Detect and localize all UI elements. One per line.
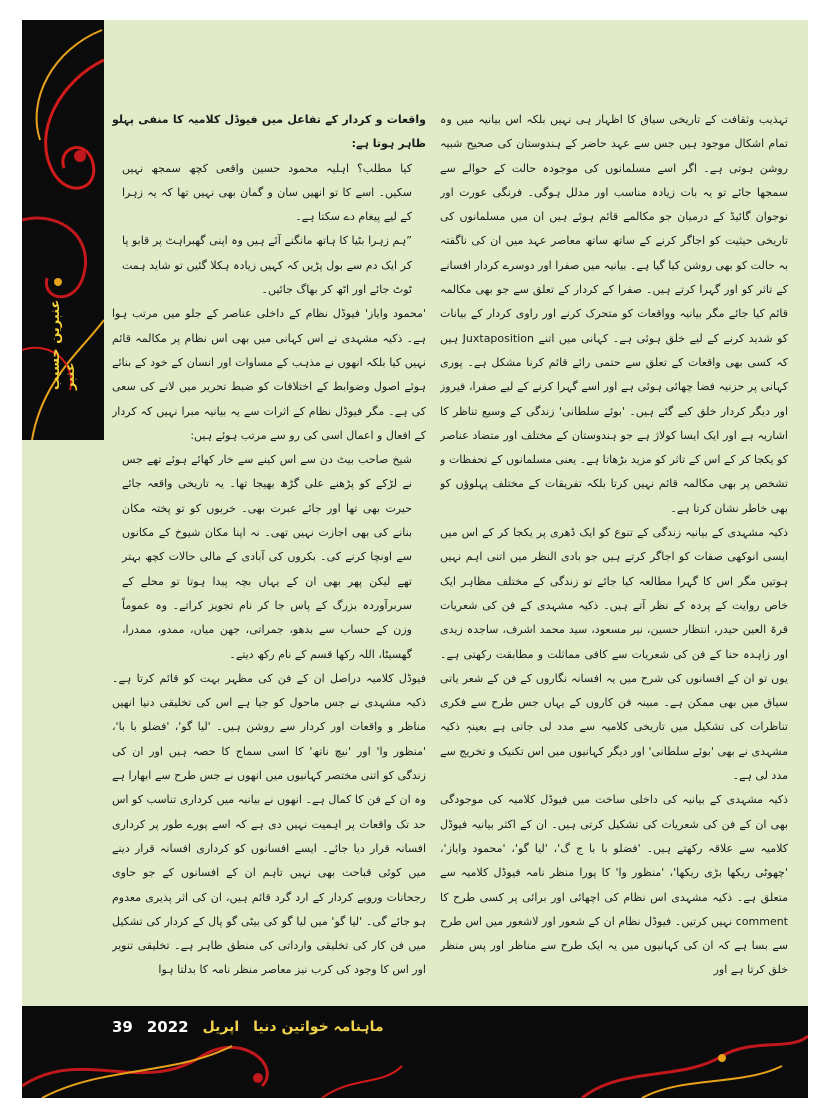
page-footer <box>112 1013 384 1041</box>
issue-month: اپریل <box>202 1019 240 1035</box>
paragraph: فیوڈل کلامیہ دراصل ان کے فن کی مظہر بہت کو قائم کرتا ہے۔ ذکیہ مشہدی نے جس ماحول کو جیا ہے اس کی تخلیقی دنیا انھیں مناظر و واقعات اور کردار سے روشن ہیں۔ 'لیا گو'، 'فضلو با با'، 'منظور وا' اور 'نیچ ناتھ' کا اسی سماج کا حصہ ہیں اور ان کی زندگی کو اتنی مختصر کہانیوں میں انھوں نے جس طرح سے ابھارا ہے وہ ان کے فن کا کمال ہے۔ انھوں نے بیانیہ میں کرداری تناسب کو اس حد تک واقعات پر اہمیت نہیں دی ہے کہ اسے پورے طور پر کرداری افسانہ قرار دیا جائے۔ ایسے افسانوں کو کرداری افسانہ قرار دینے میں کوئی قباحت بھی نہیں تاہم ان کے افسانوں کے جو حاوی رجحانات ورویے کردار کے ارد گرد قائم ہیں، ان کی اثر پذیری معدوم ہو جائے گی۔ 'لیا گو' میں لیا گو کی بیٹی گو پال کے کردار کی تشکیل میں فن کار کی تخلیقی وارداتی کی منطق ظاہر ہے۔ تخلیقی تنویر اور اس کا وجود کی کرب نیز معاصر منظر نامہ کا بدلتا ہوا <box>112 671 426 977</box>
issue-year: 2022 <box>146 1018 189 1036</box>
quoted-passage: کیا مطلب؟ اہلیہ محمود حسین واقعی کچھ سمجھ نہیں سکیں۔ اسے کا تو انھیں سان و گمان بھی نہیں تھا کہ یہ زہرا کے لیے پیغام دے سکتا ہے۔ <box>122 161 412 224</box>
section-heading: واقعات و کردار کے تفاعل میں فیوڈل کلامیہ کا منفی پہلو ظاہر ہوتا ہے: <box>112 113 426 151</box>
quoted-passage: شیخ صاحب بیٹ دن سے اس کینے سے خار کھائے ہوئے تھے جس نے لڑکے کو پڑھنے علی گڑھ بھیجا تھا۔ یہ تاریخی واقعہ جائے حیرت بھی تھا اور جائے عبرت بھی۔ خربوں کو تو پختہ مکان بنانے کی بھی اجازت نہیں تھی۔ نہ اپنا مکان شیوخ کے مکانوں سے اونچا کرنے کی۔ بکروں کی آبادی کے مالی حالات کچھ بہتر تھے لیکن پھر بھی ان کے یہاں بچہ پیدا ہوتا تو محلے کے سربرآوردہ بزرگ کے پاس جا کر نام تجویز کراتے۔ وہ عموماً وزن کے حساب سے بدھو، جمراتی، جھن میاں، ممدو، ممدرا، گھسیٹا، اللہ رکھا قسم کے نام رکھ دیتے۔ <box>122 453 412 661</box>
magazine-name: ماہنامہ خواتین دنیا <box>253 1019 384 1035</box>
left-text-column <box>112 108 426 998</box>
page-number: 39 <box>112 1018 133 1036</box>
paragraph: ذکیہ مشہدی کے بیانیہ کی داخلی ساخت میں فیوڈل کلامیہ کی موجودگی بھی ان کے فن کی شعریات کی تشکیل کرتی ہیں۔ ان کے اکثر بیانیہ فیوڈل کلامیہ سے علاقہ رکھتے ہیں۔ 'فضلو با با ج گ'، 'لیا گو'، 'محمود وایاز'، 'چھوٹی ریکھا بڑی ریکھا'، 'منظور وا' کا پورا منظر نامہ فیوڈل کلامیہ سے متعلق ہے۔ ذکیہ مشہدی اس نظام کی اچھائی اور برائی پر کسی طرح کا comment نہیں کرتیں۔ فیوڈل نظام ان کے شعور اور لاشعور میں اس طرح سے بسا ہے کہ ان کی کہانیوں میں یہ ایک طرح سے مناظر اور پس منظر خلق کرتا ہے اور <box>440 793 788 977</box>
quoted-passage: ”ہم زہرا بٹیا کا ہاتھ مانگنے آئے ہیں وہ اپنی گھبراہٹ پر قابو پا کر ایک دم سے بول پڑیں کہ کہیں زیادہ ہکلا گئیں تو شاید ہمت ٹوٹ جائے اور اٹھ کر بھاگ جائیں۔ <box>122 234 412 297</box>
paragraph: 'محمود وایاز' فیوڈل نظام کے داخلی عناصر کے جلو میں مرتب ہوا ہے۔ ذکیہ مشہدی نے اس کہانی میں بھی اس نظام پر مکالمہ قائم نہیں کیا بلکہ انھوں نے مذہب کے مساوات اور انسان کے خود کے بنائے ہوئے اصول وضوابط کے اختلافات کو ضبط تحریر میں لانے کی سعی کی ہے۔ مگر فیوڈل نظام کے اثرات سے یہ بیانیہ مبرا نہیں کہ کردار کے افعال و اعمال اسی کی رو سے مرتب ہوئے ہیں: <box>112 307 426 442</box>
right-text-column <box>440 108 788 998</box>
author-name: عنبرین حسیب عنبر <box>48 299 78 390</box>
paragraph: تہذیب وثقافت کے تاریخی سیاق کا اظہار ہی نہیں بلکہ اس بیانیہ میں وہ تمام اشکال موجود ہیں جس سے عہد حاضر کے ہندوستان کی صحیح شبیہ روشن ہوتی ہے۔ اگر اسے مسلمانوں کی موجودہ حالت کے حوالے سے سمجھا جائے تو یہ بات زیادہ مناسب اور مدلل ہوگی۔ فرنگی عورت اور نوجوان گائیڈ کے درمیان جو مکالمے قائم ہوئے ہیں ان میں مسلمانوں کی تاریخی حیثیت کو اجاگر کرنے کے ساتھ ساتھ معاصر عہد میں ان کی ناگفتہ بہ حالت کو بھی روشن کیا گیا ہے۔ بیانیہ میں صفرا اور دوسرے کردار افسانے کے تاثر کو اور گہرا کرتے ہیں۔ صفرا کے کردار کے تعلق سے جو بھی مکالمہ قائم کیا جائے مگر بیانیہ وواقعات کو متحرک کرنے اور راوی کردار کے بیانات کو شدید کرنے کے لیے خلق ہوئی ہے۔ کہانی میں اتنے Juxtaposition ہیں کہ کسی بھی واقعات کے تعلق سے حتمی رائے قائم کرنا مشکل ہے۔ پوری کہانی پر حزنیہ فضا چھائی ہوئی ہے اور اسے گہرا کرنے کے لیے صفرا، فیروز اور دیگر کردار خلق کیے گئے ہیں۔ 'بوئے سلطانی' زندگی کے وسیع تناظر کا اشاریہ ہے اور ایک ایسا کولاژ ہے جو ہندوستان کے مختلف اور متضاد عناصر کو یکجا کر کے اس کے تاثر کو مزید بڑھاتا ہے۔ یعنی مسلمانوں کے تحفظات و تشخص پر بھی مکالمہ قائم نہیں کرتا بلکہ تفریقات کے مختلف پہلوؤں کو بھی خاطر نشان کرتا ہے۔ <box>440 113 788 515</box>
paragraph: ذکیہ مشہدی کے بیانیہ زندگی کے تنوع کو ایک ڈھری پر یکجا کر کے اس میں ایسی انوکھی صفات کو اجاگر کرتے ہیں جو بادی النظر میں اتنی اہم نہیں ہوتیں مگر اس کا گہرا مطالعہ کیا جائے تو زندگی کے مختلف مظاہر ایک خاص روایت کے پردہ کے نظر آتے ہیں۔ ذکیہ مشہدی کے فن کی شعریات قرۃ العین حیدر، انتظار حسین، نیر مسعود، سید محمد اشرف، ساجدہ زیدی اور زاہدہ حنا کے فن کی شعریات سے کافی مماثلت و مطابقت رکھتی ہے۔ یوں تو ان کے افسانوں کی شرح میں یہ افسانہ نگاروں کے فن کے شعر یاتی سیاق میں بھی ممکن ہے۔ مبینہ فن کاروں کے یہاں جس طرح سے فکری تناظرات کی تشکیل میں تاریخی کلامیہ سے مدد لی جاتی ہے بعینہٖ ذکیہ مشہدی نے بھی 'بوئے سلطانی' اور دیگر کہانیوں میں اس تکنیک و تخریج سے مدد لی ہے۔ <box>440 526 788 783</box>
